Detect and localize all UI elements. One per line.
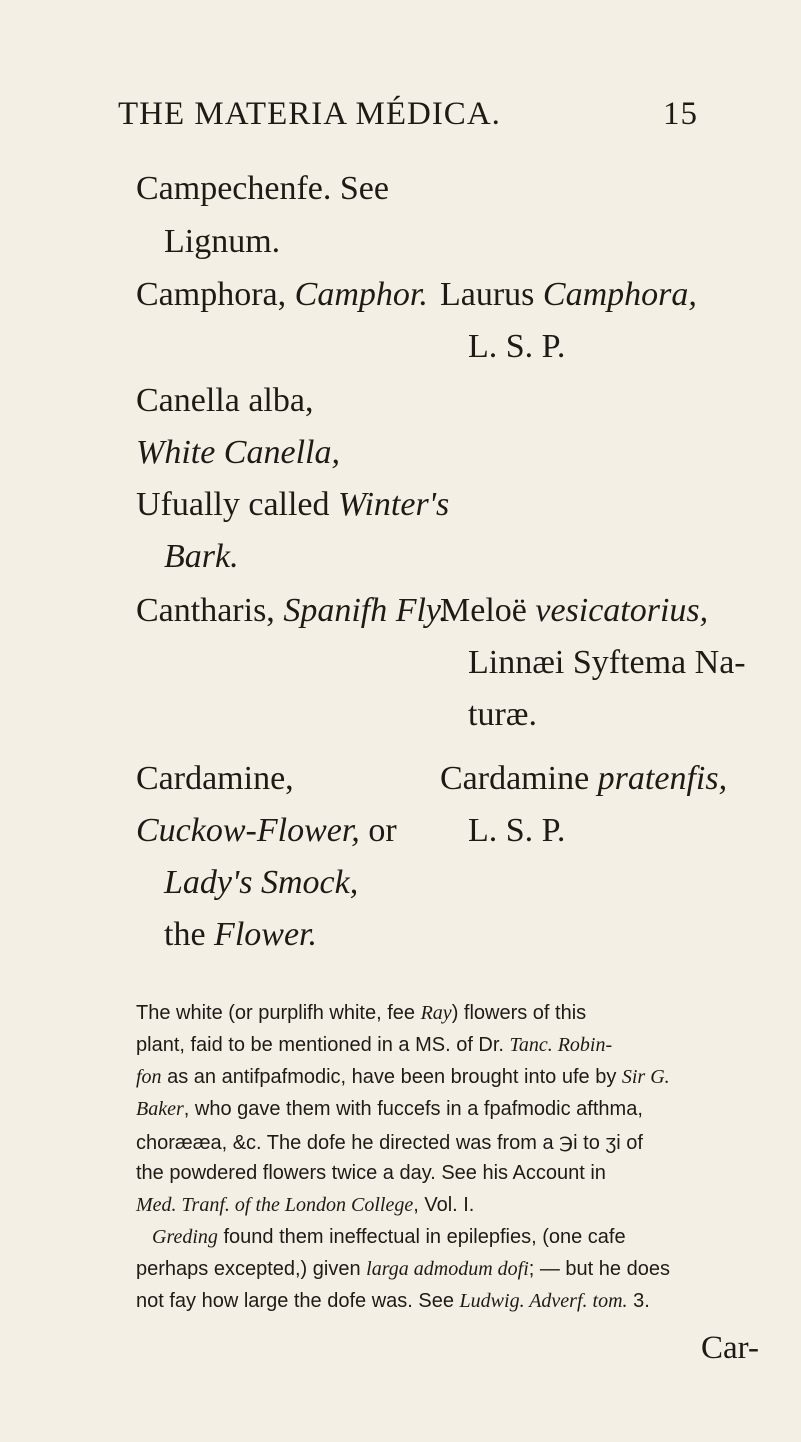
entry-canella: Canella alba,	[136, 382, 314, 419]
footnote-line: perhaps excepted,) given larga admodum dofi; — but he does	[136, 1258, 670, 1280]
entry-camphora: Camphora, Camphor.	[136, 276, 428, 313]
entry-cardamine-part: the Flower.	[164, 916, 317, 953]
entry-campechenfe: Campechenfe. See	[136, 170, 389, 207]
running-header	[118, 96, 698, 133]
catchword: Car-	[701, 1330, 759, 1366]
entry-cardamine-botanical: Cardamine pratenfis,	[440, 760, 728, 797]
entry-campechenfe-cont: Lignum.	[164, 223, 281, 260]
entry-cardamine-english: Cuckow-Flower, or	[136, 812, 397, 849]
entry-camphora-source: L. S. P.	[468, 328, 566, 365]
footnote-line: Greding found them ineffectual in epilepfies, (one cafe	[152, 1226, 626, 1248]
footnote-line: chorææa, &c. The dofe he directed was from a ℈i to ʒi of	[136, 1132, 643, 1154]
footnote-line: the powdered flowers twice a day. See his Account in	[136, 1162, 606, 1184]
entry-canella-bark: Bark.	[164, 538, 239, 575]
entry-camphora-botanical: Laurus Camphora,	[440, 276, 697, 313]
entry-cantharis-botanical: Meloë vesicatorius,	[440, 592, 709, 629]
entry-cantharis: Cantharis, Spanifh Fly.	[136, 592, 448, 629]
footnote-line: The white (or purplifh white, fee Ray) flowers of this	[136, 1002, 587, 1024]
entry-cantharis-source: Linnæi Syftema Na-	[468, 644, 746, 681]
footnote-line: Baker, who gave them with fuccefs in a fpafmodic afthma,	[136, 1098, 643, 1120]
footnote-line: not fay how large the dofe was. See Ludwig. Adverf. tom. 3.	[136, 1290, 650, 1312]
running-title: THE MATERIA MÉDICA.	[118, 96, 501, 132]
footnote-line: Med. Tranf. of the London College, Vol. I.	[136, 1194, 475, 1216]
entry-cardamine: Cardamine,	[136, 760, 294, 797]
entry-canella-english: White Canella,	[136, 434, 340, 471]
entry-cardamine-source: L. S. P.	[468, 812, 566, 849]
entry-cardamine-ladys-smock: Lady's Smock,	[164, 864, 359, 901]
entry-cantharis-source-cont: turæ.	[468, 696, 537, 733]
entry-canella-usual: Ufually called Winter's	[136, 486, 450, 523]
page-number: 15	[663, 96, 698, 132]
footnote-line: fon as an antifpafmodic, have been brought into ufe by Sir G.	[136, 1066, 670, 1088]
footnote-line: plant, faid to be mentioned in a MS. of Dr. Tanc. Robin-	[136, 1034, 613, 1056]
